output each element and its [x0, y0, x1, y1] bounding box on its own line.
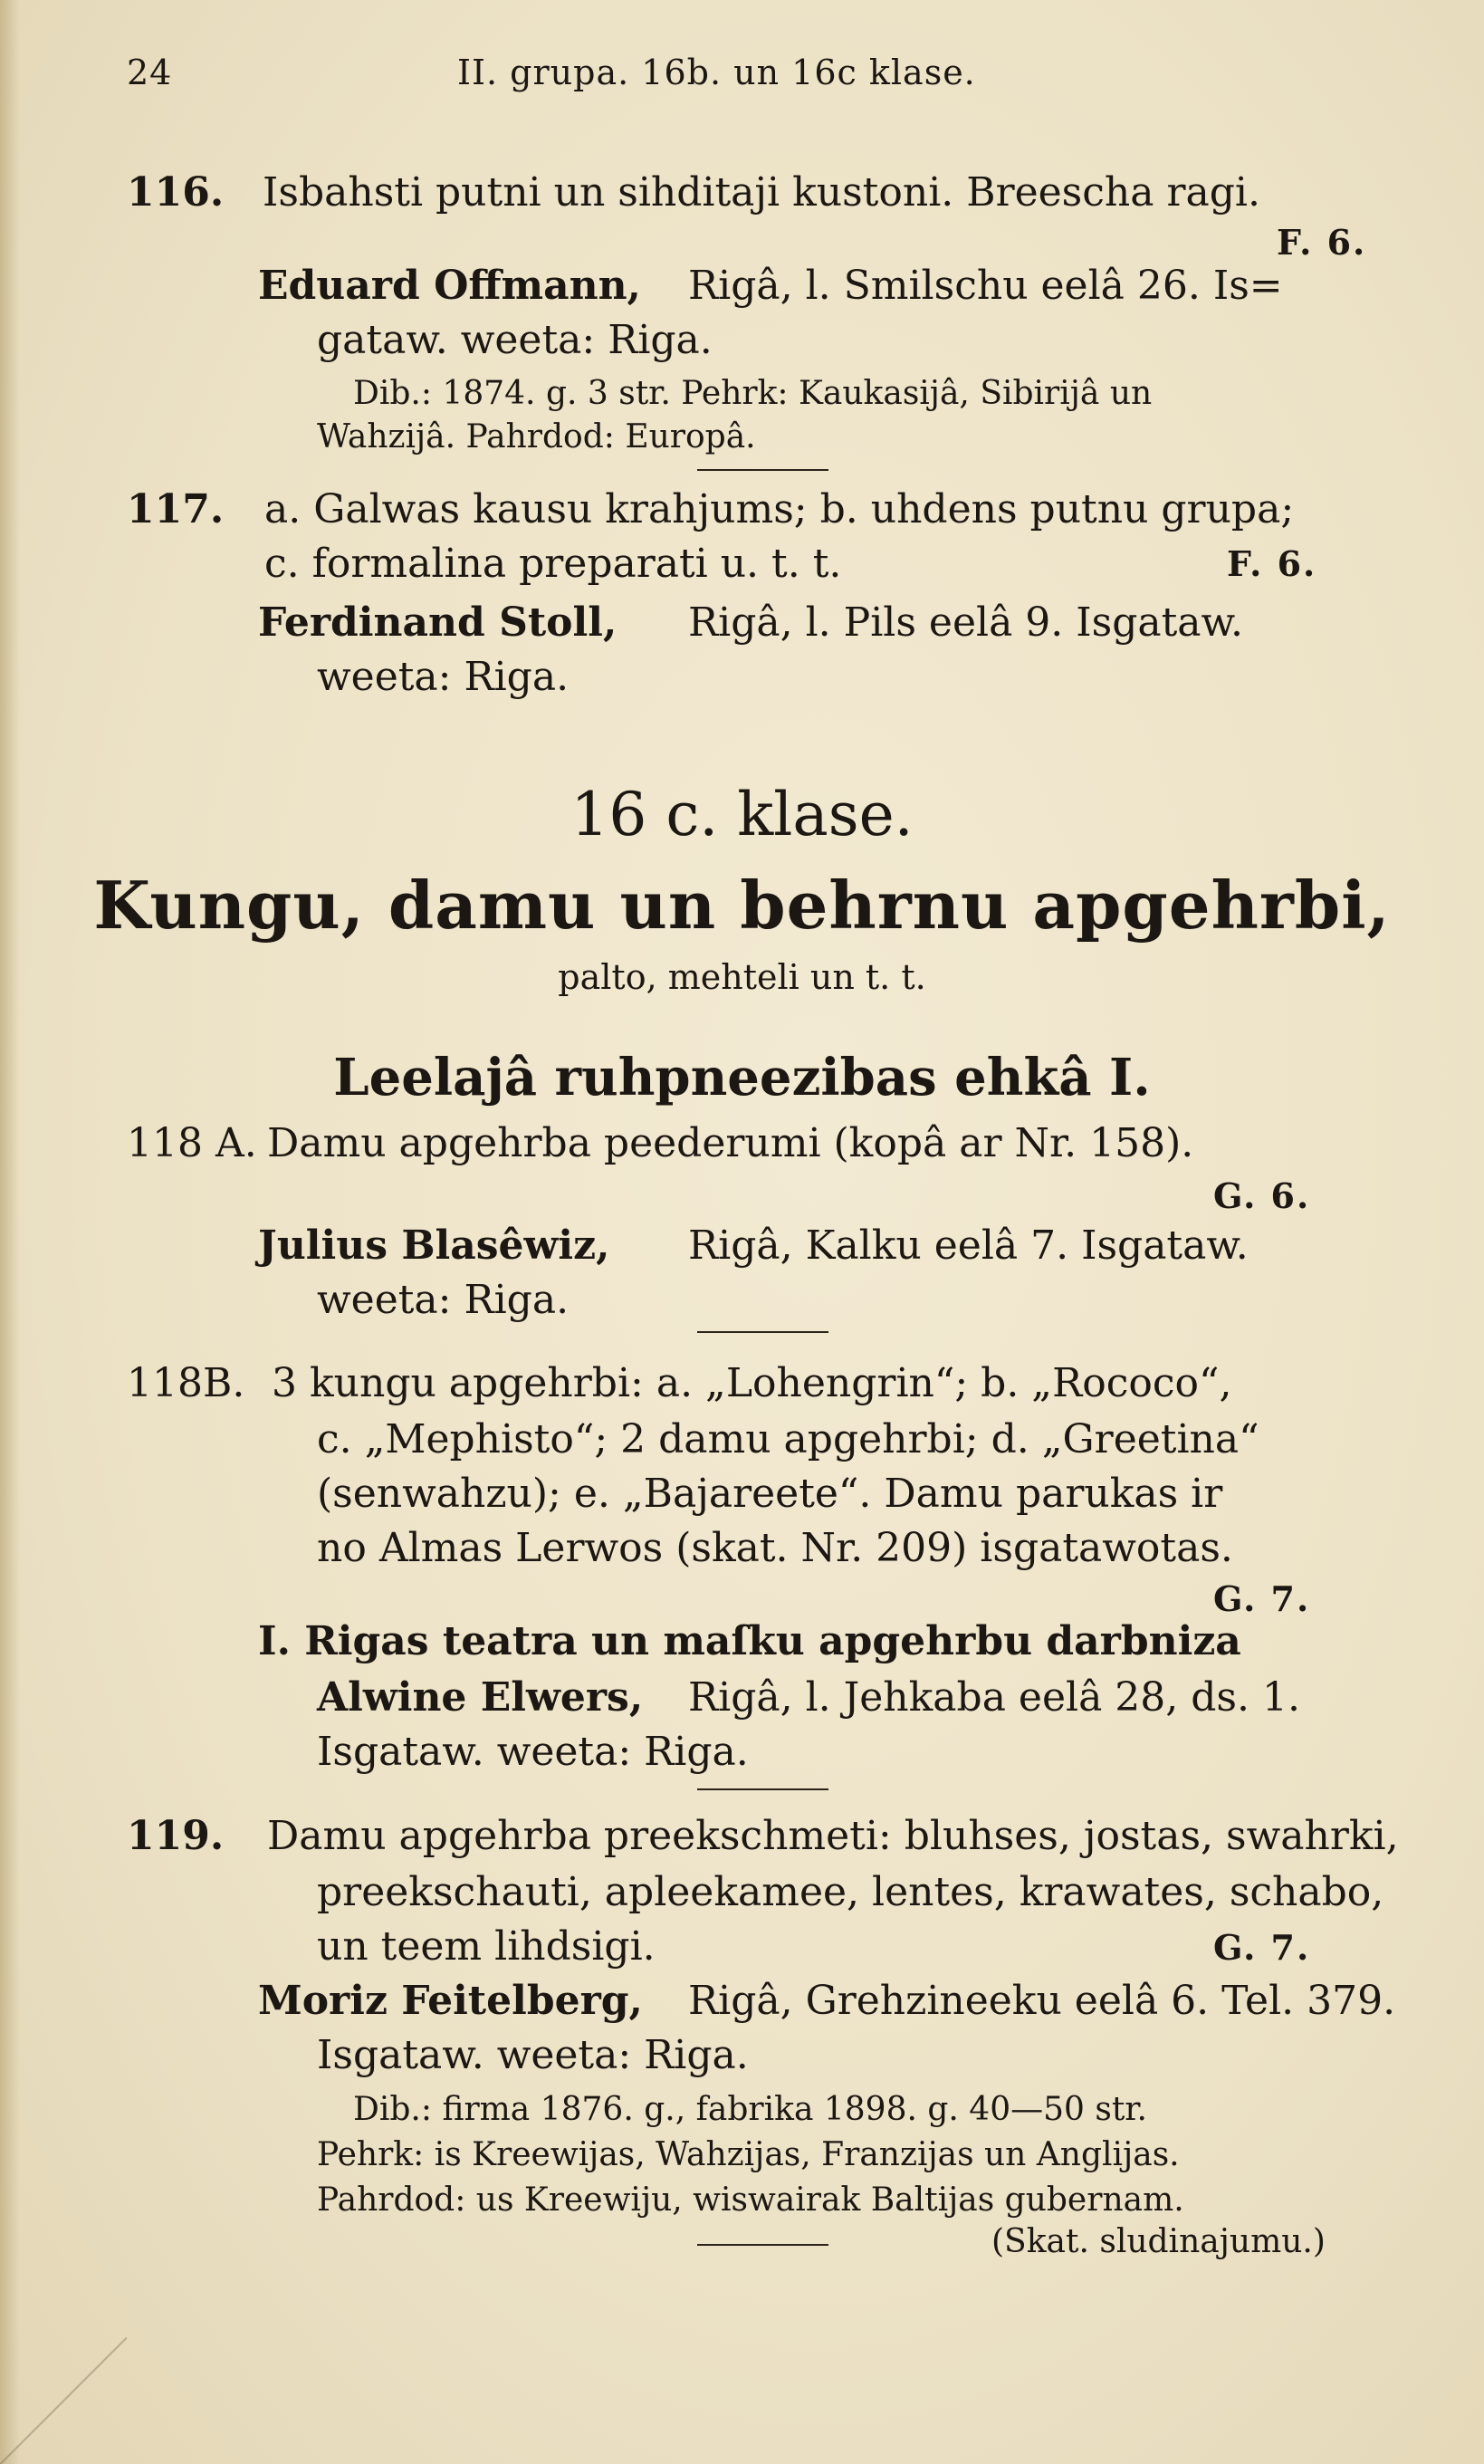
entry-116-address-1: Rigâ, l. Smilschu eelâ 26. Is= — [688, 263, 1283, 309]
entry-117-address-2: weeta: Riga. — [317, 654, 570, 700]
separator-rule — [697, 1331, 828, 1333]
entry-119-description-1: Damu apgehrba preekschmeti: bluhses, jostas, swahrki, — [267, 1813, 1399, 1859]
entry-116-mark: F. 6. — [1277, 222, 1367, 263]
entry-118b-description-1: 3 kungu apgehrbi: a. „Lohengrin“; b. „Rococo“, — [272, 1360, 1232, 1406]
entry-116-number: 116. — [127, 169, 225, 216]
entry-116-description: Isbahsti putni un sihditaji kustoni. Breescha ragi. — [263, 169, 1260, 216]
entry-117-number: 117. — [127, 486, 225, 532]
entry-116-exhibitor: Eduard Offmann, — [258, 263, 641, 309]
entry-117-description-2: c. formalina preparati u. t. t. — [264, 541, 842, 587]
entry-119-details-3: Pahrdod: us Kreewiju, wiswairak Baltijas gubernam. — [317, 2181, 1184, 2219]
entry-119-note: (Skat. sludinajumu.) — [991, 2223, 1326, 2260]
entry-118b-description-4: no Almas Lerwos (skat. Nr. 209) isgatawotas. — [317, 1525, 1233, 1571]
entry-117-description-1: a. Galwas kausu krahjums; b. uhdens putnu grupa; — [264, 486, 1295, 532]
entry-118a-number: 118 A. — [127, 1120, 257, 1166]
entry-119-exhibitor: Moriz Feitelberg, — [258, 1978, 643, 2024]
entry-119-address-1: Rigâ, Grehzineeku eelâ 6. Tel. 379. — [688, 1978, 1396, 2024]
entry-119-mark: G. 7. — [1213, 1927, 1311, 1968]
entry-118a-address-2: weeta: Riga. — [317, 1277, 570, 1323]
separator-rule — [697, 2244, 828, 2246]
entry-119-description-2: preekschauti, apleekamee, lentes, krawates, schabo, — [317, 1869, 1384, 1915]
entry-119-address-2: Isgataw. weeta: Riga. — [317, 2032, 749, 2078]
entry-118b-mark: G. 7. — [1213, 1578, 1311, 1619]
entry-118b-exhibitor: Alwine Elwers, — [317, 1674, 644, 1721]
entry-118a-exhibitor: Julius Blasêwiz, — [258, 1222, 610, 1269]
page-corner-fold — [0, 2337, 127, 2464]
separator-rule — [697, 469, 828, 471]
running-title: II. grupa. 16b. un 16c klase. — [457, 53, 976, 92]
entry-117-mark: F. 6. — [1227, 543, 1317, 584]
entry-118b-organization: I. Rigas teatra un maſku apgehrbu darbniza — [258, 1618, 1241, 1664]
hall-heading: Leelajâ ruhpneezibas ehkâ I. — [333, 1048, 1151, 1107]
entry-119-details-1: Dib.: firma 1876. g., fabrika 1898. g. 40—50 str. — [353, 2091, 1147, 2128]
entry-118a-description: Damu apgehrba peederumi (kopâ ar Nr. 158). — [267, 1120, 1194, 1166]
entry-116-details-2: Wahzijâ. Pahrdod: Europâ. — [317, 418, 756, 455]
entry-116-details-1: Dib.: 1874. g. 3 str. Pehrk: Kaukasijâ, Sibirijâ un — [353, 375, 1153, 412]
entry-118b-description-3: (senwahzu); e. „Bajareete“. Damu parukas ir — [317, 1471, 1223, 1517]
page-number: 24 — [127, 53, 173, 92]
section-subheading: palto, mehteli un t. t. — [558, 957, 926, 997]
separator-rule — [697, 1788, 828, 1790]
entry-118b-description-2: c. „Mephisto“; 2 damu apgehrbi; d. „Greetina“ — [317, 1416, 1259, 1462]
entry-118b-address-1: Rigâ, l. Jehkaba eelâ 28, ds. 1. — [688, 1674, 1300, 1721]
entry-118b-address-2: Isgataw. weeta: Riga. — [317, 1729, 749, 1775]
entry-118b-number: 118B. — [127, 1360, 245, 1406]
entry-118a-mark: G. 6. — [1213, 1175, 1311, 1216]
entry-118a-address-1: Rigâ, Kalku eelâ 7. Isgataw. — [688, 1222, 1249, 1269]
entry-117-address-1: Rigâ, l. Pils eelâ 9. Isgataw. — [688, 599, 1243, 646]
entry-117-exhibitor: Ferdinand Stoll, — [258, 599, 618, 646]
class-title: 16 c. klase. — [570, 780, 914, 849]
entry-119-number: 119. — [127, 1813, 225, 1859]
page-edge-shadow — [0, 0, 20, 2464]
entry-116-address-2: gataw. weeta: Riga. — [317, 317, 713, 363]
entry-119-details-2: Pehrk: is Kreewijas, Wahzijas, Franzijas un Anglijas. — [317, 2136, 1180, 2173]
entry-119-description-3: un teem lihdsigi. — [317, 1923, 656, 1970]
section-heading: Kungu, damu un behrnu apgehrbi, — [93, 867, 1391, 944]
